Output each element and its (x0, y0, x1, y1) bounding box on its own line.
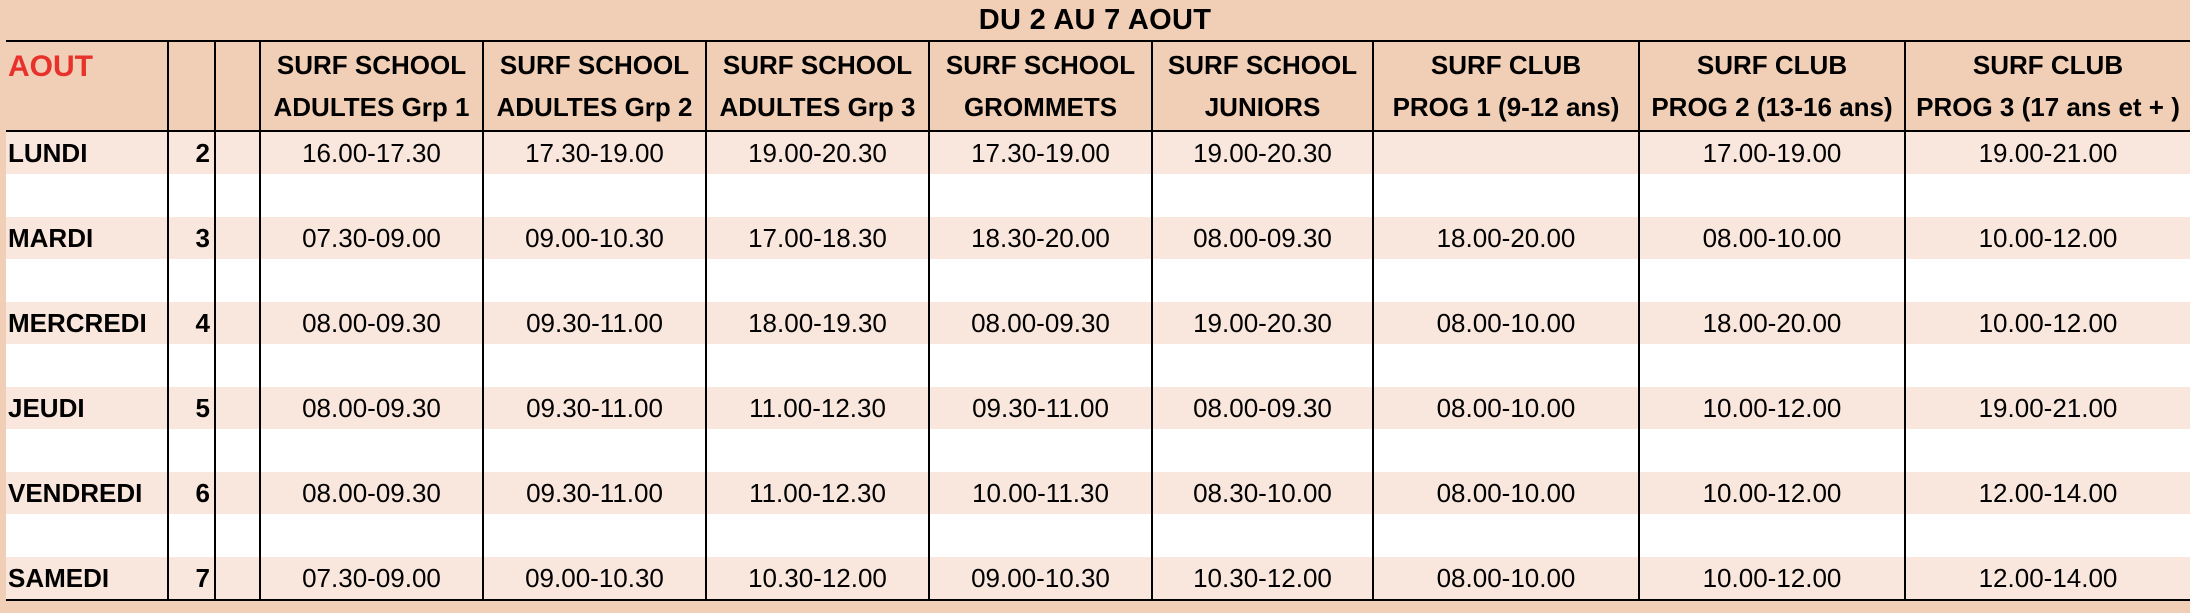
time-slot-cell: 07.30-09.00 (260, 217, 483, 259)
spacer-cell (215, 429, 260, 472)
schedule-table (6, 40, 2190, 613)
spacer-cell (1905, 600, 2190, 613)
spacer-cell (1373, 174, 1639, 217)
time-slot-cell: 10.00-12.00 (1639, 387, 1905, 429)
spacer-cell (929, 514, 1152, 557)
day-name: VENDREDI (6, 472, 168, 514)
column-header-line2: ADULTES Grp 2 (496, 92, 693, 122)
day-name: JEUDI (6, 387, 168, 429)
column-header-prog3 (1905, 41, 2190, 131)
time-slot-cell: 08.00-09.30 (1152, 217, 1373, 259)
time-slot-cell: 18.00-20.00 (1639, 302, 1905, 344)
time-slot-cell: 08.00-10.00 (1639, 217, 1905, 259)
spacer-cell (1905, 259, 2190, 302)
spacer-cell (1639, 600, 1905, 613)
column-header-line1: SURF SCHOOL (722, 50, 913, 80)
row-spacer (6, 429, 2190, 472)
time-slot-cell: 19.00-21.00 (1905, 387, 2190, 429)
spacer-cell (483, 429, 706, 472)
column-header-line2: JUNIORS (1204, 92, 1321, 122)
column-header-line1: SURF CLUB (1430, 50, 1582, 80)
spacer-cell (1639, 174, 1905, 217)
spacer-cell (168, 174, 215, 217)
spacer-cell (215, 514, 260, 557)
time-slot-cell: 08.00-09.30 (260, 387, 483, 429)
time-slot-cell: 08.00-10.00 (1373, 387, 1639, 429)
day-number-header (168, 41, 215, 131)
time-slot-cell: 19.00-21.00 (1905, 131, 2190, 174)
row-spacer (6, 514, 2190, 557)
table-row (6, 302, 2190, 344)
time-slot-cell: 08.00-09.30 (1152, 387, 1373, 429)
column-header-line1: SURF SCHOOL (945, 50, 1136, 80)
column-header-adultes-grp3 (706, 41, 929, 131)
blank-cell (215, 472, 260, 514)
time-slot-cell (1373, 131, 1639, 174)
spacer-cell (215, 259, 260, 302)
spacer-cell (1152, 259, 1373, 302)
schedule-title: DU 2 AU 7 AOUT (978, 4, 1212, 36)
time-slot-cell: 16.00-17.30 (260, 131, 483, 174)
table-row (6, 131, 2190, 174)
time-slot-cell: 08.00-09.30 (929, 302, 1152, 344)
column-header-line1: SURF CLUB (1972, 50, 2124, 80)
spacer-cell (6, 514, 168, 557)
spacer-cell (6, 344, 168, 387)
column-header-adultes-grp1 (260, 41, 483, 131)
spacer-cell (1373, 514, 1639, 557)
spacer-cell (1373, 259, 1639, 302)
time-slot-cell: 12.00-14.00 (1905, 472, 2190, 514)
time-slot-cell: 18.30-20.00 (929, 217, 1152, 259)
spacer-cell (260, 344, 483, 387)
spacer-cell (483, 259, 706, 302)
time-slot-cell: 17.00-18.30 (706, 217, 929, 259)
time-slot-cell: 18.00-19.30 (706, 302, 929, 344)
column-header-line2: ADULTES Grp 3 (719, 92, 916, 122)
time-slot-cell: 08.00-10.00 (1373, 472, 1639, 514)
time-slot-cell: 11.00-12.30 (706, 387, 929, 429)
spacer-cell (168, 259, 215, 302)
spacer-cell (215, 174, 260, 217)
column-header-line2: PROG 1 (9-12 ans) (1392, 92, 1620, 122)
blank-cell (215, 557, 260, 600)
blank-cell (215, 131, 260, 174)
time-slot-cell: 09.30-11.00 (483, 472, 706, 514)
time-slot-cell: 17.00-19.00 (1639, 131, 1905, 174)
blank-cell (215, 387, 260, 429)
column-header-line1: SURF SCHOOL (1167, 50, 1358, 80)
time-slot-cell: 08.00-10.00 (1373, 302, 1639, 344)
time-slot-cell: 19.00-20.30 (706, 131, 929, 174)
time-slot-cell: 10.00-12.00 (1905, 217, 2190, 259)
day-number: 2 (168, 131, 215, 174)
time-slot-cell: 17.30-19.00 (483, 131, 706, 174)
day-number: 5 (168, 387, 215, 429)
row-spacer (6, 174, 2190, 217)
time-slot-cell: 09.00-10.30 (483, 557, 706, 600)
spacer-cell (1905, 514, 2190, 557)
column-header-line2: PROG 2 (13-16 ans) (1651, 92, 1893, 122)
spacer-cell (168, 429, 215, 472)
spacer-cell (1152, 344, 1373, 387)
column-header-line2: ADULTES Grp 1 (273, 92, 470, 122)
spacer-cell (260, 600, 483, 613)
time-slot-cell: 10.00-12.00 (1639, 472, 1905, 514)
spacer-cell (483, 600, 706, 613)
table-row (6, 557, 2190, 600)
spacer-cell (6, 600, 168, 613)
spacer-cell (6, 174, 168, 217)
row-spacer (6, 600, 2190, 613)
column-header-grommets (929, 41, 1152, 131)
spacer-cell (1905, 429, 2190, 472)
column-header-prog1 (1373, 41, 1639, 131)
spacer-cell (706, 600, 929, 613)
time-slot-cell: 12.00-14.00 (1905, 557, 2190, 600)
spacer-cell (929, 174, 1152, 217)
schedule-body (6, 131, 2190, 613)
day-number: 4 (168, 302, 215, 344)
spacer-cell (1373, 344, 1639, 387)
day-number: 3 (168, 217, 215, 259)
day-name: SAMEDI (6, 557, 168, 600)
time-slot-cell: 10.00-12.00 (1639, 557, 1905, 600)
spacer-cell (706, 514, 929, 557)
blank-cell (215, 217, 260, 259)
spacer-cell (215, 600, 260, 613)
spacer-cell (260, 174, 483, 217)
day-number: 7 (168, 557, 215, 600)
blank-cell (215, 302, 260, 344)
spacer-cell (706, 259, 929, 302)
time-slot-cell: 19.00-20.30 (1152, 131, 1373, 174)
day-number: 6 (168, 472, 215, 514)
spacer-cell (1152, 429, 1373, 472)
time-slot-cell: 10.30-12.00 (1152, 557, 1373, 600)
table-row (6, 387, 2190, 429)
column-header-line2: GROMMETS (963, 92, 1118, 122)
spacer-cell (260, 259, 483, 302)
time-slot-cell: 19.00-20.30 (1152, 302, 1373, 344)
spacer-cell (1639, 514, 1905, 557)
spacer-cell (929, 600, 1152, 613)
time-slot-cell: 07.30-09.00 (260, 557, 483, 600)
spacer-cell (706, 344, 929, 387)
time-slot-cell: 18.00-20.00 (1373, 217, 1639, 259)
time-slot-cell: 10.00-12.00 (1905, 302, 2190, 344)
spacer-cell (168, 600, 215, 613)
spacer-cell (483, 174, 706, 217)
day-name: MARDI (6, 217, 168, 259)
column-header-adultes-grp2 (483, 41, 706, 131)
time-slot-cell: 09.30-11.00 (483, 387, 706, 429)
header-row (6, 41, 2190, 131)
time-slot-cell: 10.00-11.30 (929, 472, 1152, 514)
spacer-cell (1152, 514, 1373, 557)
table-row (6, 472, 2190, 514)
spacer-cell (6, 429, 168, 472)
spacer-cell (260, 514, 483, 557)
day-name: MERCREDI (6, 302, 168, 344)
spacer-cell (1905, 344, 2190, 387)
spacer-cell (1373, 600, 1639, 613)
column-header-line2: PROG 3 (17 ans et + ) (1916, 92, 2180, 122)
spacer-cell (483, 514, 706, 557)
column-header-line1: SURF CLUB (1696, 50, 1848, 80)
time-slot-cell: 08.00-10.00 (1373, 557, 1639, 600)
column-header-juniors (1152, 41, 1373, 131)
day-name: LUNDI (6, 131, 168, 174)
spacer-cell (215, 344, 260, 387)
row-spacer (6, 259, 2190, 302)
table-row (6, 217, 2190, 259)
time-slot-cell: 08.00-09.30 (260, 302, 483, 344)
spacer-cell (1639, 259, 1905, 302)
spacer-cell (483, 344, 706, 387)
time-slot-cell: 08.30-10.00 (1152, 472, 1373, 514)
spacer-cell (1152, 174, 1373, 217)
time-slot-cell: 09.30-11.00 (483, 302, 706, 344)
row-spacer (6, 344, 2190, 387)
spacer-cell (929, 259, 1152, 302)
time-slot-cell: 08.00-09.30 (260, 472, 483, 514)
spacer-cell (168, 344, 215, 387)
spacer-cell (929, 344, 1152, 387)
time-slot-cell: 17.30-19.00 (929, 131, 1152, 174)
time-slot-cell: 09.00-10.30 (483, 217, 706, 259)
blank-header (215, 41, 260, 131)
spacer-cell (1639, 344, 1905, 387)
spacer-cell (1905, 174, 2190, 217)
month-label: AOUT (6, 41, 168, 131)
time-slot-cell: 09.30-11.00 (929, 387, 1152, 429)
spacer-cell (168, 514, 215, 557)
time-slot-cell: 11.00-12.30 (706, 472, 929, 514)
column-header-prog2 (1639, 41, 1905, 131)
spacer-cell (706, 429, 929, 472)
time-slot-cell: 09.00-10.30 (929, 557, 1152, 600)
spacer-cell (1373, 429, 1639, 472)
spacer-cell (6, 259, 168, 302)
time-slot-cell: 10.30-12.00 (706, 557, 929, 600)
spacer-cell (260, 429, 483, 472)
column-header-line1: SURF SCHOOL (499, 50, 690, 80)
spacer-cell (1152, 600, 1373, 613)
spacer-cell (929, 429, 1152, 472)
spacer-cell (706, 174, 929, 217)
spacer-cell (1639, 429, 1905, 472)
column-header-line1: SURF SCHOOL (276, 50, 467, 80)
